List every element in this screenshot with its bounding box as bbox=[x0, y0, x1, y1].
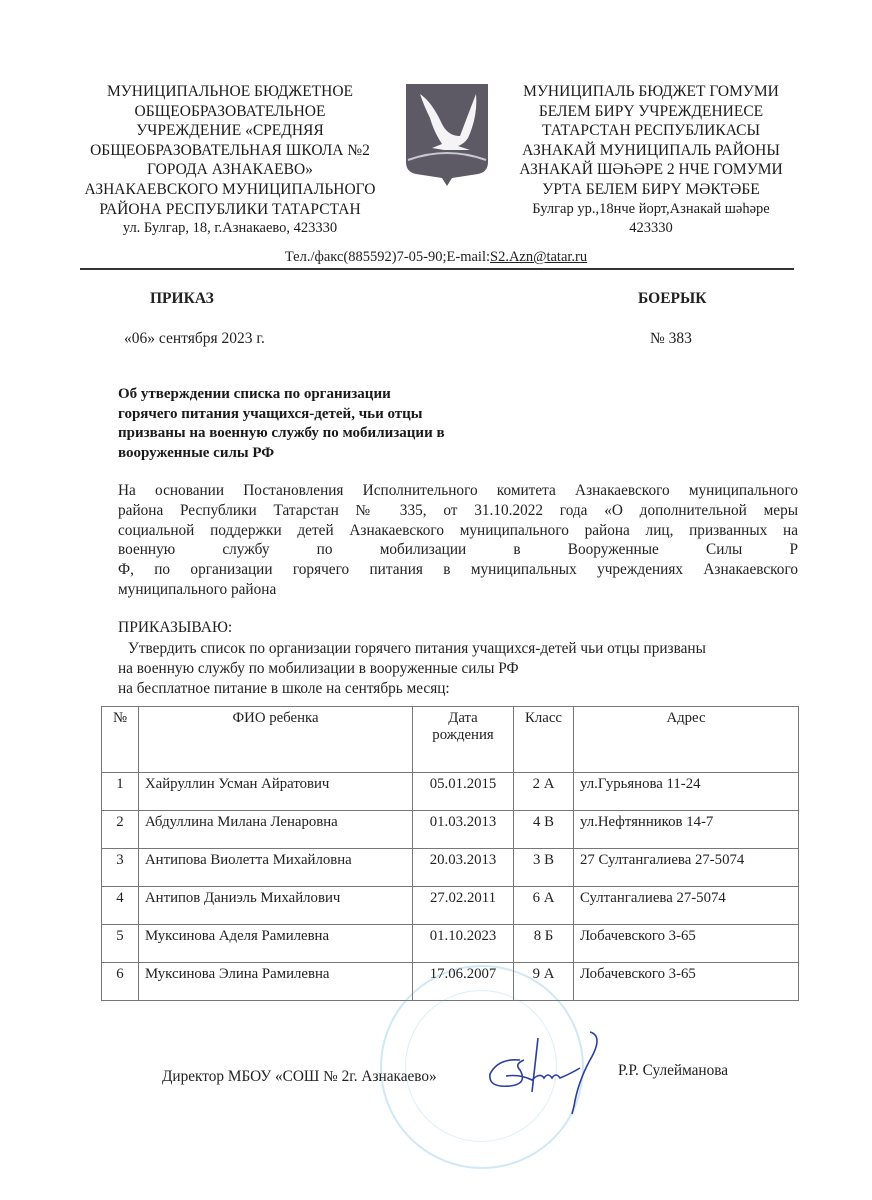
subject-line: призваны на военную службу по мобилизации в bbox=[118, 425, 445, 441]
order-title-tt: БОЕРЫК bbox=[638, 290, 707, 307]
cell-num: 1 bbox=[102, 773, 139, 811]
header-line: БЕЛЕМ БИРҮ УЧРЕЖДЕНИЕСЕ bbox=[538, 102, 764, 120]
contact-phone: Тел./факс(885592)7-05-90;E-mail: bbox=[284, 249, 491, 265]
cell-dob: 01.03.2013 bbox=[413, 811, 514, 849]
header-line: ОБЩЕОБРАЗОВАТЕЛЬНАЯ ШКОЛА №2 bbox=[90, 141, 370, 159]
cell-dob: 17.06.2007 bbox=[413, 963, 514, 1001]
cell-class: 2 А bbox=[514, 773, 574, 811]
header-divider bbox=[80, 268, 794, 270]
table-header-row bbox=[102, 707, 799, 773]
cell-name: Муксинова Элина Рамилевна bbox=[139, 963, 413, 1001]
table-row bbox=[102, 925, 799, 963]
header-dob-line1: Дата bbox=[448, 710, 478, 726]
handwritten-signature-icon bbox=[480, 1030, 610, 1120]
cell-dob: 27.02.2011 bbox=[413, 887, 514, 925]
order-date: «06» сентября 2023 г. bbox=[124, 330, 265, 347]
school-header-tatar bbox=[492, 82, 810, 239]
basis-line: На основании Постановления Исполнительного комитета Азнакаевского муниципального bbox=[118, 482, 798, 499]
contact-line bbox=[0, 249, 872, 266]
children-list-table bbox=[101, 706, 799, 1001]
table-row bbox=[102, 887, 799, 925]
header-line: РАЙОНА РЕСПУБЛИКИ ТАТАРСТАН bbox=[99, 200, 361, 218]
cell-class: 9 А bbox=[514, 963, 574, 1001]
school-header-russian bbox=[52, 82, 408, 239]
order-directive-word: ПРИКАЗЫВАЮ: bbox=[118, 619, 233, 636]
header-line: АЗНАКАЕВСКОГО МУНИЦИПАЛЬНОГО bbox=[84, 180, 376, 198]
basis-line: военную службу по мобилизации в Вооруженные Силы Р bbox=[118, 541, 798, 559]
cell-name: Хайруллин Усман Айратович bbox=[139, 773, 413, 811]
directive-line: на бесплатное питание в школе на сентябрь месяц: bbox=[118, 679, 450, 697]
header-line: ГОРОДА АЗНАКАЕВО» bbox=[147, 161, 313, 179]
directive-line: на военную службу по мобилизации в вооруженные силы РФ bbox=[118, 659, 519, 677]
cell-name: Абдуллина Милана Ленаровна bbox=[139, 811, 413, 849]
cell-dob: 20.03.2013 bbox=[413, 849, 514, 887]
cell-num: 3 bbox=[102, 849, 139, 887]
cell-dob: 01.10.2023 bbox=[413, 925, 514, 963]
cell-address: Султангалиева 27-5074 bbox=[574, 887, 799, 925]
order-subject bbox=[118, 385, 518, 463]
cell-class: 8 Б bbox=[514, 925, 574, 963]
header-line: МУНИЦИПАЛЬНОЕ БЮДЖЕТНОЕ bbox=[107, 83, 353, 100]
subject-line: Об утверждении списка по организации bbox=[118, 386, 391, 402]
header-line: ТАТАРСТАН РЕСПУБЛИКАСЫ bbox=[542, 122, 760, 140]
cell-num: 2 bbox=[102, 811, 139, 849]
cell-name: Муксинова Аделя Рамилевна bbox=[139, 925, 413, 963]
cell-address: Лобачевского 3-65 bbox=[574, 963, 799, 1001]
basis-line: района Республики Татарстан № 335, от 31.10.2022 года «О дополнительной меры bbox=[118, 501, 798, 519]
contact-email-link[interactable]: S2.Azn@tatar.ru bbox=[490, 249, 588, 265]
cell-name: Антипова Виолетта Михайловна bbox=[139, 849, 413, 887]
school-postcode-tt: 423330 bbox=[629, 220, 673, 237]
signer-title: Директор МБОУ «СОШ № 2г. Азнакаево» bbox=[162, 1068, 437, 1085]
header-address: Адрес bbox=[574, 707, 799, 773]
subject-line: вооруженные силы РФ bbox=[118, 444, 275, 461]
cell-address: 27 Султангалиева 27-5074 bbox=[574, 849, 799, 887]
subject-line: горячего питания учащихся-детей, чьи отцы bbox=[118, 405, 423, 422]
cell-class: 3 В bbox=[514, 849, 574, 887]
eagle-crest-icon bbox=[402, 80, 492, 190]
basis-paragraph bbox=[118, 481, 798, 600]
table-row bbox=[102, 773, 799, 811]
basis-line: Ф, по организации горячего питания в муниципальных учреждениях Азнакаевского bbox=[118, 561, 798, 579]
cell-dob: 05.01.2015 bbox=[413, 773, 514, 811]
directive-line: Утвердить список по организации горячего питания учащихся-детей чьи отцы призваны bbox=[128, 640, 706, 657]
cell-address: ул.Гурьянова 11-24 bbox=[574, 773, 799, 811]
table-row bbox=[102, 963, 799, 1001]
header-line: УЧРЕЖДЕНИЕ «СРЕДНЯЯ bbox=[136, 122, 324, 140]
cell-address: Лобачевского 3-65 bbox=[574, 925, 799, 963]
header-line: АЗНАКАЙ МУНИЦИПАЛЬ РАЙОНЫ bbox=[522, 141, 780, 159]
order-directive-text bbox=[118, 639, 808, 698]
school-address-ru: ул. Булгар, 18, г.Азнакаево, 423330 bbox=[122, 220, 338, 237]
cell-num: 6 bbox=[102, 963, 139, 1001]
order-title-ru: ПРИКАЗ bbox=[150, 290, 214, 307]
cell-num: 5 bbox=[102, 925, 139, 963]
header-line: МУНИЦИПАЛЬ БЮДЖЕТ ГОМУМИ bbox=[523, 83, 779, 100]
header-num: № bbox=[102, 707, 139, 773]
header-line: АЗНАКАЙ ШӘҺӘРЕ 2 НЧЕ ГОМУМИ bbox=[519, 161, 783, 179]
signer-name: Р.Р. Сулейманова bbox=[618, 1062, 729, 1079]
cell-address: ул.Нефтянников 14-7 bbox=[574, 811, 799, 849]
table-row bbox=[102, 811, 799, 849]
header-line: ОБЩЕОБРАЗОВАТЕЛЬНОЕ bbox=[134, 102, 326, 120]
school-address-tt: Булгар ур.,18нче йорт,Азнакай шәһәре bbox=[532, 200, 770, 217]
cell-name: Антипов Даниэль Михайлович bbox=[139, 887, 413, 925]
cell-num: 4 bbox=[102, 887, 139, 925]
header-dob-line2: рождения bbox=[432, 727, 494, 743]
header-name: ФИО ребенка bbox=[139, 707, 413, 773]
order-number: № 383 bbox=[650, 330, 692, 347]
header-class: Класс bbox=[514, 707, 574, 773]
cell-class: 6 А bbox=[514, 887, 574, 925]
basis-line: муниципального района bbox=[118, 580, 277, 598]
cell-class: 4 В bbox=[514, 811, 574, 849]
basis-line: социальной поддержки детей Азнакаевского муниципального района лиц, призванных на bbox=[118, 521, 798, 539]
header-line: УРТА БЕЛЕМ БИРҮ МӘКТӘБЕ bbox=[542, 180, 760, 198]
table-row bbox=[102, 849, 799, 887]
header-dob bbox=[413, 707, 514, 773]
